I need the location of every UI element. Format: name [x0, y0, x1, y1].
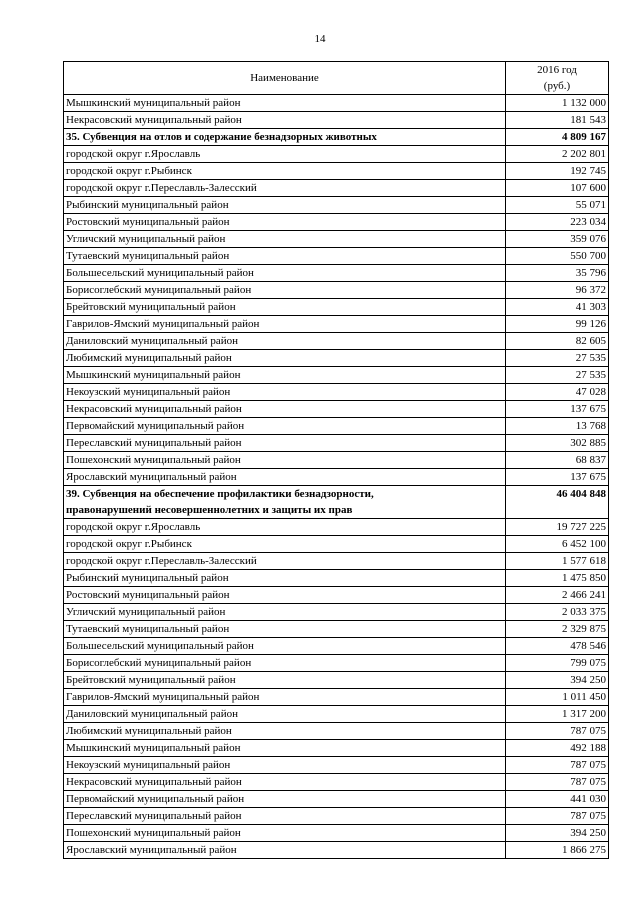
- row-name: Любимский муниципальный район: [64, 350, 506, 367]
- row-name: Борисоглебский муниципальный район: [64, 282, 506, 299]
- row-name: Любимский муниципальный район: [64, 723, 506, 740]
- row-name: городской округ г.Ярославль: [64, 146, 506, 163]
- row-sum: 1 317 200: [506, 706, 609, 723]
- row-sum: 68 837: [506, 452, 609, 469]
- row-sum: 13 768: [506, 418, 609, 435]
- table-row: [64, 519, 609, 536]
- row-sum: 192 745: [506, 163, 609, 180]
- section-title: 35. Субвенция на отлов и содержание безнадзорных животных: [64, 129, 506, 146]
- row-name: Тутаевский муниципальный район: [64, 621, 506, 638]
- row-name: Некоузский муниципальный район: [64, 384, 506, 401]
- row-sum: 41 303: [506, 299, 609, 316]
- row-name: Брейтовский муниципальный район: [64, 672, 506, 689]
- table-row: [64, 299, 609, 316]
- row-name: Большесельский муниципальный район: [64, 265, 506, 282]
- row-name: Пошехонский муниципальный район: [64, 452, 506, 469]
- row-name: Тутаевский муниципальный район: [64, 248, 506, 265]
- row-name: Гаврилов-Ямский муниципальный район: [64, 689, 506, 706]
- row-sum: 35 796: [506, 265, 609, 282]
- section-title-line1: 39. Субвенция на обеспечение профилактики безнадзорности,: [66, 488, 374, 500]
- row-sum: 787 075: [506, 757, 609, 774]
- row-sum: 1 132 000: [506, 95, 609, 112]
- table-row: [64, 316, 609, 333]
- table-body: [64, 95, 609, 859]
- table-header-row: [64, 62, 609, 95]
- row-sum: 96 372: [506, 282, 609, 299]
- table-row: [64, 112, 609, 129]
- row-sum: 492 188: [506, 740, 609, 757]
- row-sum: 181 543: [506, 112, 609, 129]
- table-row: [64, 638, 609, 655]
- row-sum: 6 452 100: [506, 536, 609, 553]
- row-sum: 787 075: [506, 774, 609, 791]
- table-row: [64, 604, 609, 621]
- row-name: Угличский муниципальный район: [64, 231, 506, 248]
- table-row: [64, 740, 609, 757]
- row-sum: 302 885: [506, 435, 609, 452]
- table-row: [64, 774, 609, 791]
- table-row: [64, 333, 609, 350]
- row-name: Некрасовский муниципальный район: [64, 401, 506, 418]
- row-name: Мышкинский муниципальный район: [64, 367, 506, 384]
- table-row: [64, 95, 609, 112]
- row-name: Переславский муниципальный район: [64, 808, 506, 825]
- row-name: городской округ г.Рыбинск: [64, 163, 506, 180]
- row-sum: 359 076: [506, 231, 609, 248]
- row-name: Первомайский муниципальный район: [64, 791, 506, 808]
- table-row: [64, 180, 609, 197]
- table-row: [64, 146, 609, 163]
- table-row: [64, 587, 609, 604]
- row-sum: 441 030: [506, 791, 609, 808]
- row-name: Ростовский муниципальный район: [64, 587, 506, 604]
- row-sum: 394 250: [506, 825, 609, 842]
- row-sum: 137 675: [506, 469, 609, 486]
- row-name: Некрасовский муниципальный район: [64, 112, 506, 129]
- row-sum: 478 546: [506, 638, 609, 655]
- row-sum: 2 202 801: [506, 146, 609, 163]
- table-row: [64, 350, 609, 367]
- row-sum: 55 071: [506, 197, 609, 214]
- row-name: Первомайский муниципальный район: [64, 418, 506, 435]
- table-row: [64, 655, 609, 672]
- row-name: Ярославский муниципальный район: [64, 842, 506, 859]
- row-name: Пошехонский муниципальный район: [64, 825, 506, 842]
- table-row: [64, 621, 609, 638]
- row-name: Ярославский муниципальный район: [64, 469, 506, 486]
- row-sum: 787 075: [506, 723, 609, 740]
- row-name: Даниловский муниципальный район: [64, 706, 506, 723]
- row-name: Некрасовский муниципальный район: [64, 774, 506, 791]
- row-sum: 223 034: [506, 214, 609, 231]
- row-name: Переславский муниципальный район: [64, 435, 506, 452]
- row-sum: 799 075: [506, 655, 609, 672]
- table-row: [64, 214, 609, 231]
- table-row: [64, 570, 609, 587]
- table-row: [64, 536, 609, 553]
- table-row: [64, 757, 609, 774]
- table-row: [64, 401, 609, 418]
- table-row: [64, 248, 609, 265]
- row-sum: 1 475 850: [506, 570, 609, 587]
- table-row: [64, 367, 609, 384]
- column-header-name: Наименование: [64, 62, 506, 95]
- row-sum: 27 535: [506, 367, 609, 384]
- row-name: Угличский муниципальный район: [64, 604, 506, 621]
- row-sum: 2 033 375: [506, 604, 609, 621]
- table-row: [64, 231, 609, 248]
- row-sum: 82 605: [506, 333, 609, 350]
- table-row: [64, 825, 609, 842]
- row-name: Рыбинский муниципальный район: [64, 570, 506, 587]
- table-row: [64, 672, 609, 689]
- row-sum: 107 600: [506, 180, 609, 197]
- row-name: городской округ г.Переславль-Залесский: [64, 180, 506, 197]
- row-name: Мышкинский муниципальный район: [64, 95, 506, 112]
- table-row: [64, 282, 609, 299]
- table-row: [64, 197, 609, 214]
- row-sum: 2 329 875: [506, 621, 609, 638]
- row-name: Гаврилов-Ямский муниципальный район: [64, 316, 506, 333]
- row-sum: 1 011 450: [506, 689, 609, 706]
- table-row: [64, 808, 609, 825]
- budget-table: [63, 61, 609, 859]
- header-year: 2016 год: [537, 64, 577, 76]
- table-row: [64, 553, 609, 570]
- column-header-year: [506, 62, 609, 95]
- table-row: [64, 791, 609, 808]
- section-row-39: [64, 486, 609, 519]
- table-row: [64, 469, 609, 486]
- row-sum: 550 700: [506, 248, 609, 265]
- row-name: городской округ г.Рыбинск: [64, 536, 506, 553]
- row-sum: 2 466 241: [506, 587, 609, 604]
- table-row: [64, 706, 609, 723]
- section-total: 4 809 167: [506, 129, 609, 146]
- table-row: [64, 163, 609, 180]
- row-name: Ростовский муниципальный район: [64, 214, 506, 231]
- row-sum: 19 727 225: [506, 519, 609, 536]
- row-name: городской округ г.Переславль-Залесский: [64, 553, 506, 570]
- row-name: Некоузский муниципальный район: [64, 757, 506, 774]
- section-title-line2: правонарушений несовершеннолетних и защиты их прав: [66, 504, 353, 516]
- page-number: 14: [314, 33, 326, 45]
- section-row-35: [64, 129, 609, 146]
- table-row: [64, 452, 609, 469]
- table-row: [64, 265, 609, 282]
- row-sum: 99 126: [506, 316, 609, 333]
- table-row: [64, 842, 609, 859]
- table-row: [64, 435, 609, 452]
- header-unit: (руб.): [543, 80, 571, 92]
- section-title: [64, 486, 506, 519]
- row-sum: 394 250: [506, 672, 609, 689]
- row-name: Мышкинский муниципальный район: [64, 740, 506, 757]
- row-name: Брейтовский муниципальный район: [64, 299, 506, 316]
- table-row: [64, 418, 609, 435]
- row-name: городской округ г.Ярославль: [64, 519, 506, 536]
- table-row: [64, 689, 609, 706]
- row-sum: 1 866 275: [506, 842, 609, 859]
- row-name: Даниловский муниципальный район: [64, 333, 506, 350]
- row-name: Рыбинский муниципальный район: [64, 197, 506, 214]
- row-sum: 47 028: [506, 384, 609, 401]
- row-sum: 787 075: [506, 808, 609, 825]
- table-row: [64, 384, 609, 401]
- row-sum: 1 577 618: [506, 553, 609, 570]
- table-row: [64, 723, 609, 740]
- section-total: 46 404 848: [506, 486, 609, 519]
- row-name: Борисоглебский муниципальный район: [64, 655, 506, 672]
- row-sum: 137 675: [506, 401, 609, 418]
- row-name: Большесельский муниципальный район: [64, 638, 506, 655]
- row-sum: 27 535: [506, 350, 609, 367]
